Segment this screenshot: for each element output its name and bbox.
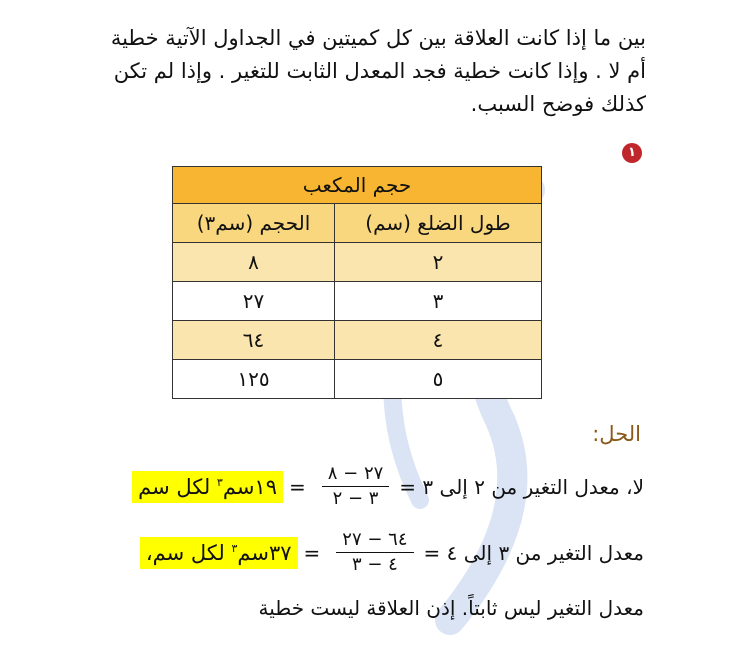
- table-cell: ١٢٥: [173, 360, 335, 399]
- table-cell: ٣: [334, 282, 541, 321]
- conclusion-text: معدل التغير ليس ثابتاً. إذن العلاقة ليست خطية: [258, 596, 644, 620]
- line1-prefix: لا، معدل التغير من ٢ إلى ٣ =: [399, 474, 644, 499]
- table-row: [173, 282, 542, 321]
- line1-numerator: ٢٧ − ٨: [322, 462, 390, 487]
- line1-fraction: [322, 462, 390, 511]
- question-number-badge: ١: [622, 143, 642, 163]
- table-cell: ٨: [173, 243, 335, 282]
- line2-prefix: معدل التغير من ٣ إلى ٤ =: [423, 540, 644, 565]
- line2-result-suffix: لكل سم،: [145, 540, 232, 565]
- line2-result-highlight: [140, 537, 298, 569]
- solution-line-2: [140, 528, 644, 577]
- line2-result: ٣٧سم: [237, 540, 292, 565]
- intro-paragraph: بين ما إذا كانت العلاقة بين كل كميتين في الجداول الآتية خطية أم لا . وإذا كانت خطية فجد المعدل الثابت للتغير . وإذا لم تكن كذلك فوضح السبب.: [110, 26, 646, 116]
- column-header-volume: الحجم (سم٣): [173, 204, 335, 243]
- table-cell: ٦٤: [173, 321, 335, 360]
- equals-sign: =: [303, 540, 321, 565]
- table-row: [173, 321, 542, 360]
- table-cell: ٤: [334, 321, 541, 360]
- table-cell: ٢٧: [173, 282, 335, 321]
- line1-denominator: ٣ − ٢: [332, 488, 379, 509]
- table-title: حجم المكعب: [173, 167, 542, 204]
- line1-result-suffix: لكل سم: [138, 474, 217, 499]
- solution-label: الحل:: [592, 422, 641, 446]
- line2-fraction: [336, 528, 413, 577]
- line1-result-highlight: [132, 471, 283, 503]
- table-cell: ٥: [334, 360, 541, 399]
- line1-result-sup: ٣: [216, 475, 223, 489]
- line2-denominator: ٤ − ٣: [351, 554, 398, 575]
- line1-result: ١٩سم: [222, 474, 277, 499]
- line2-numerator: ٦٤ − ٢٧: [336, 528, 413, 553]
- table-row: [173, 243, 542, 282]
- solution-line-1: [132, 462, 644, 511]
- line2-result-sup: ٣: [231, 541, 238, 555]
- equals-sign: =: [288, 474, 306, 499]
- column-header-side: طول الضلع (سم): [334, 204, 541, 243]
- table-row: [173, 360, 542, 399]
- cube-volume-table: [172, 166, 542, 399]
- table-cell: ٢: [334, 243, 541, 282]
